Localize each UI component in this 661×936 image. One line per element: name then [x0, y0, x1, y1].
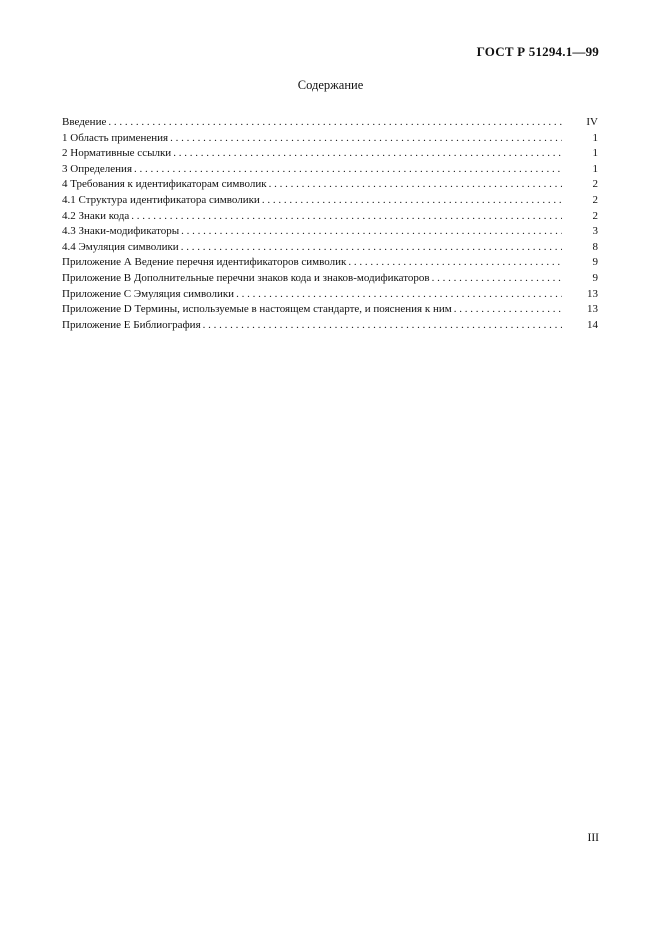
toc-entry-label: Приложение D Термины, используемые в настоящем стандарте, и пояснения к ним	[62, 303, 452, 316]
page-number: III	[587, 832, 599, 844]
toc-entry-label: 2 Нормативные ссылки	[62, 147, 172, 160]
toc-leader-dots	[269, 177, 562, 193]
toc-entry-page: 1	[592, 147, 598, 160]
toc-entry-page: 1	[592, 131, 598, 144]
toc-entry-label: 3 Определения	[62, 162, 133, 175]
toc-entry-page: 9	[592, 271, 598, 284]
toc-entry-page: 2	[592, 178, 598, 191]
toc-entry-page: IV	[586, 116, 598, 128]
toc-title: Содержание	[297, 78, 364, 92]
toc-entry-page: 1	[592, 162, 598, 175]
toc-entry-code-characters[interactable]	[62, 209, 598, 225]
toc-entry-appendix-e[interactable]	[62, 318, 598, 334]
toc-entry-label: Приложение В Дополнительные перечни знаков кода и знаков-модификаторов	[62, 271, 430, 284]
toc-leader-dots	[432, 271, 562, 287]
toc-leader-dots	[181, 240, 562, 256]
toc-leader-dots	[134, 162, 562, 178]
toc-entry-page: 2	[592, 193, 598, 206]
toc-entry-label: 4.3 Знаки-модификаторы	[62, 225, 180, 238]
toc-entry-appendix-d[interactable]	[62, 302, 598, 318]
toc-entry-page: 9	[592, 256, 598, 269]
toc-entry-normative-references[interactable]	[62, 146, 598, 162]
toc-entry-label: Приложение А Ведение перечня идентификаторов символик	[62, 256, 347, 269]
standard-code-header: ГОСТ Р 51294.1—99	[476, 44, 599, 59]
toc-leader-dots	[236, 287, 562, 303]
toc-entry-modifier-characters[interactable]	[62, 224, 598, 240]
toc-entry-appendix-a[interactable]	[62, 255, 598, 271]
toc-entry-label: Приложение Е Библиография	[62, 318, 201, 331]
toc-entry-label: Приложение С Эмуляция символики	[62, 287, 235, 300]
toc-entry-label: 1 Область применения	[62, 131, 169, 144]
toc-entry-appendix-c[interactable]	[62, 287, 598, 303]
toc-entry-symbology-emulation[interactable]	[62, 240, 598, 256]
toc-leader-dots	[131, 209, 562, 225]
toc-leader-dots	[108, 115, 562, 131]
toc-entry-label: Введение	[62, 116, 107, 128]
toc-entry-page: 13	[587, 303, 598, 316]
toc-entry-appendix-b[interactable]	[62, 271, 598, 287]
toc-leader-dots	[454, 302, 562, 318]
toc-entry-identifier-structure[interactable]	[62, 193, 598, 209]
toc-leader-dots	[173, 146, 562, 162]
toc-leader-dots	[181, 224, 562, 240]
toc-entry-label: 4.1 Структура идентификатора символики	[62, 193, 260, 206]
toc-leader-dots	[348, 255, 562, 271]
toc-leader-dots	[170, 131, 562, 147]
toc-entry-introduction[interactable]	[62, 115, 598, 131]
toc-entry-page: 8	[592, 240, 598, 253]
toc-entry-page: 14	[587, 318, 598, 331]
toc-entry-definitions[interactable]	[62, 162, 598, 178]
toc-entry-label: 4 Требования к идентификаторам символик	[62, 178, 267, 191]
toc-entry-page: 2	[592, 209, 598, 222]
toc-entry-label: 4.4 Эмуляция символики	[62, 240, 179, 253]
table-of-contents	[62, 115, 598, 333]
toc-leader-dots	[262, 193, 562, 209]
toc-entry-requirements[interactable]	[62, 177, 598, 193]
toc-entry-scope[interactable]	[62, 131, 598, 147]
toc-entry-page: 13	[587, 287, 598, 300]
toc-entry-page: 3	[592, 225, 598, 238]
toc-entry-label: 4.2 Знаки кода	[62, 209, 130, 222]
toc-leader-dots	[203, 318, 562, 334]
